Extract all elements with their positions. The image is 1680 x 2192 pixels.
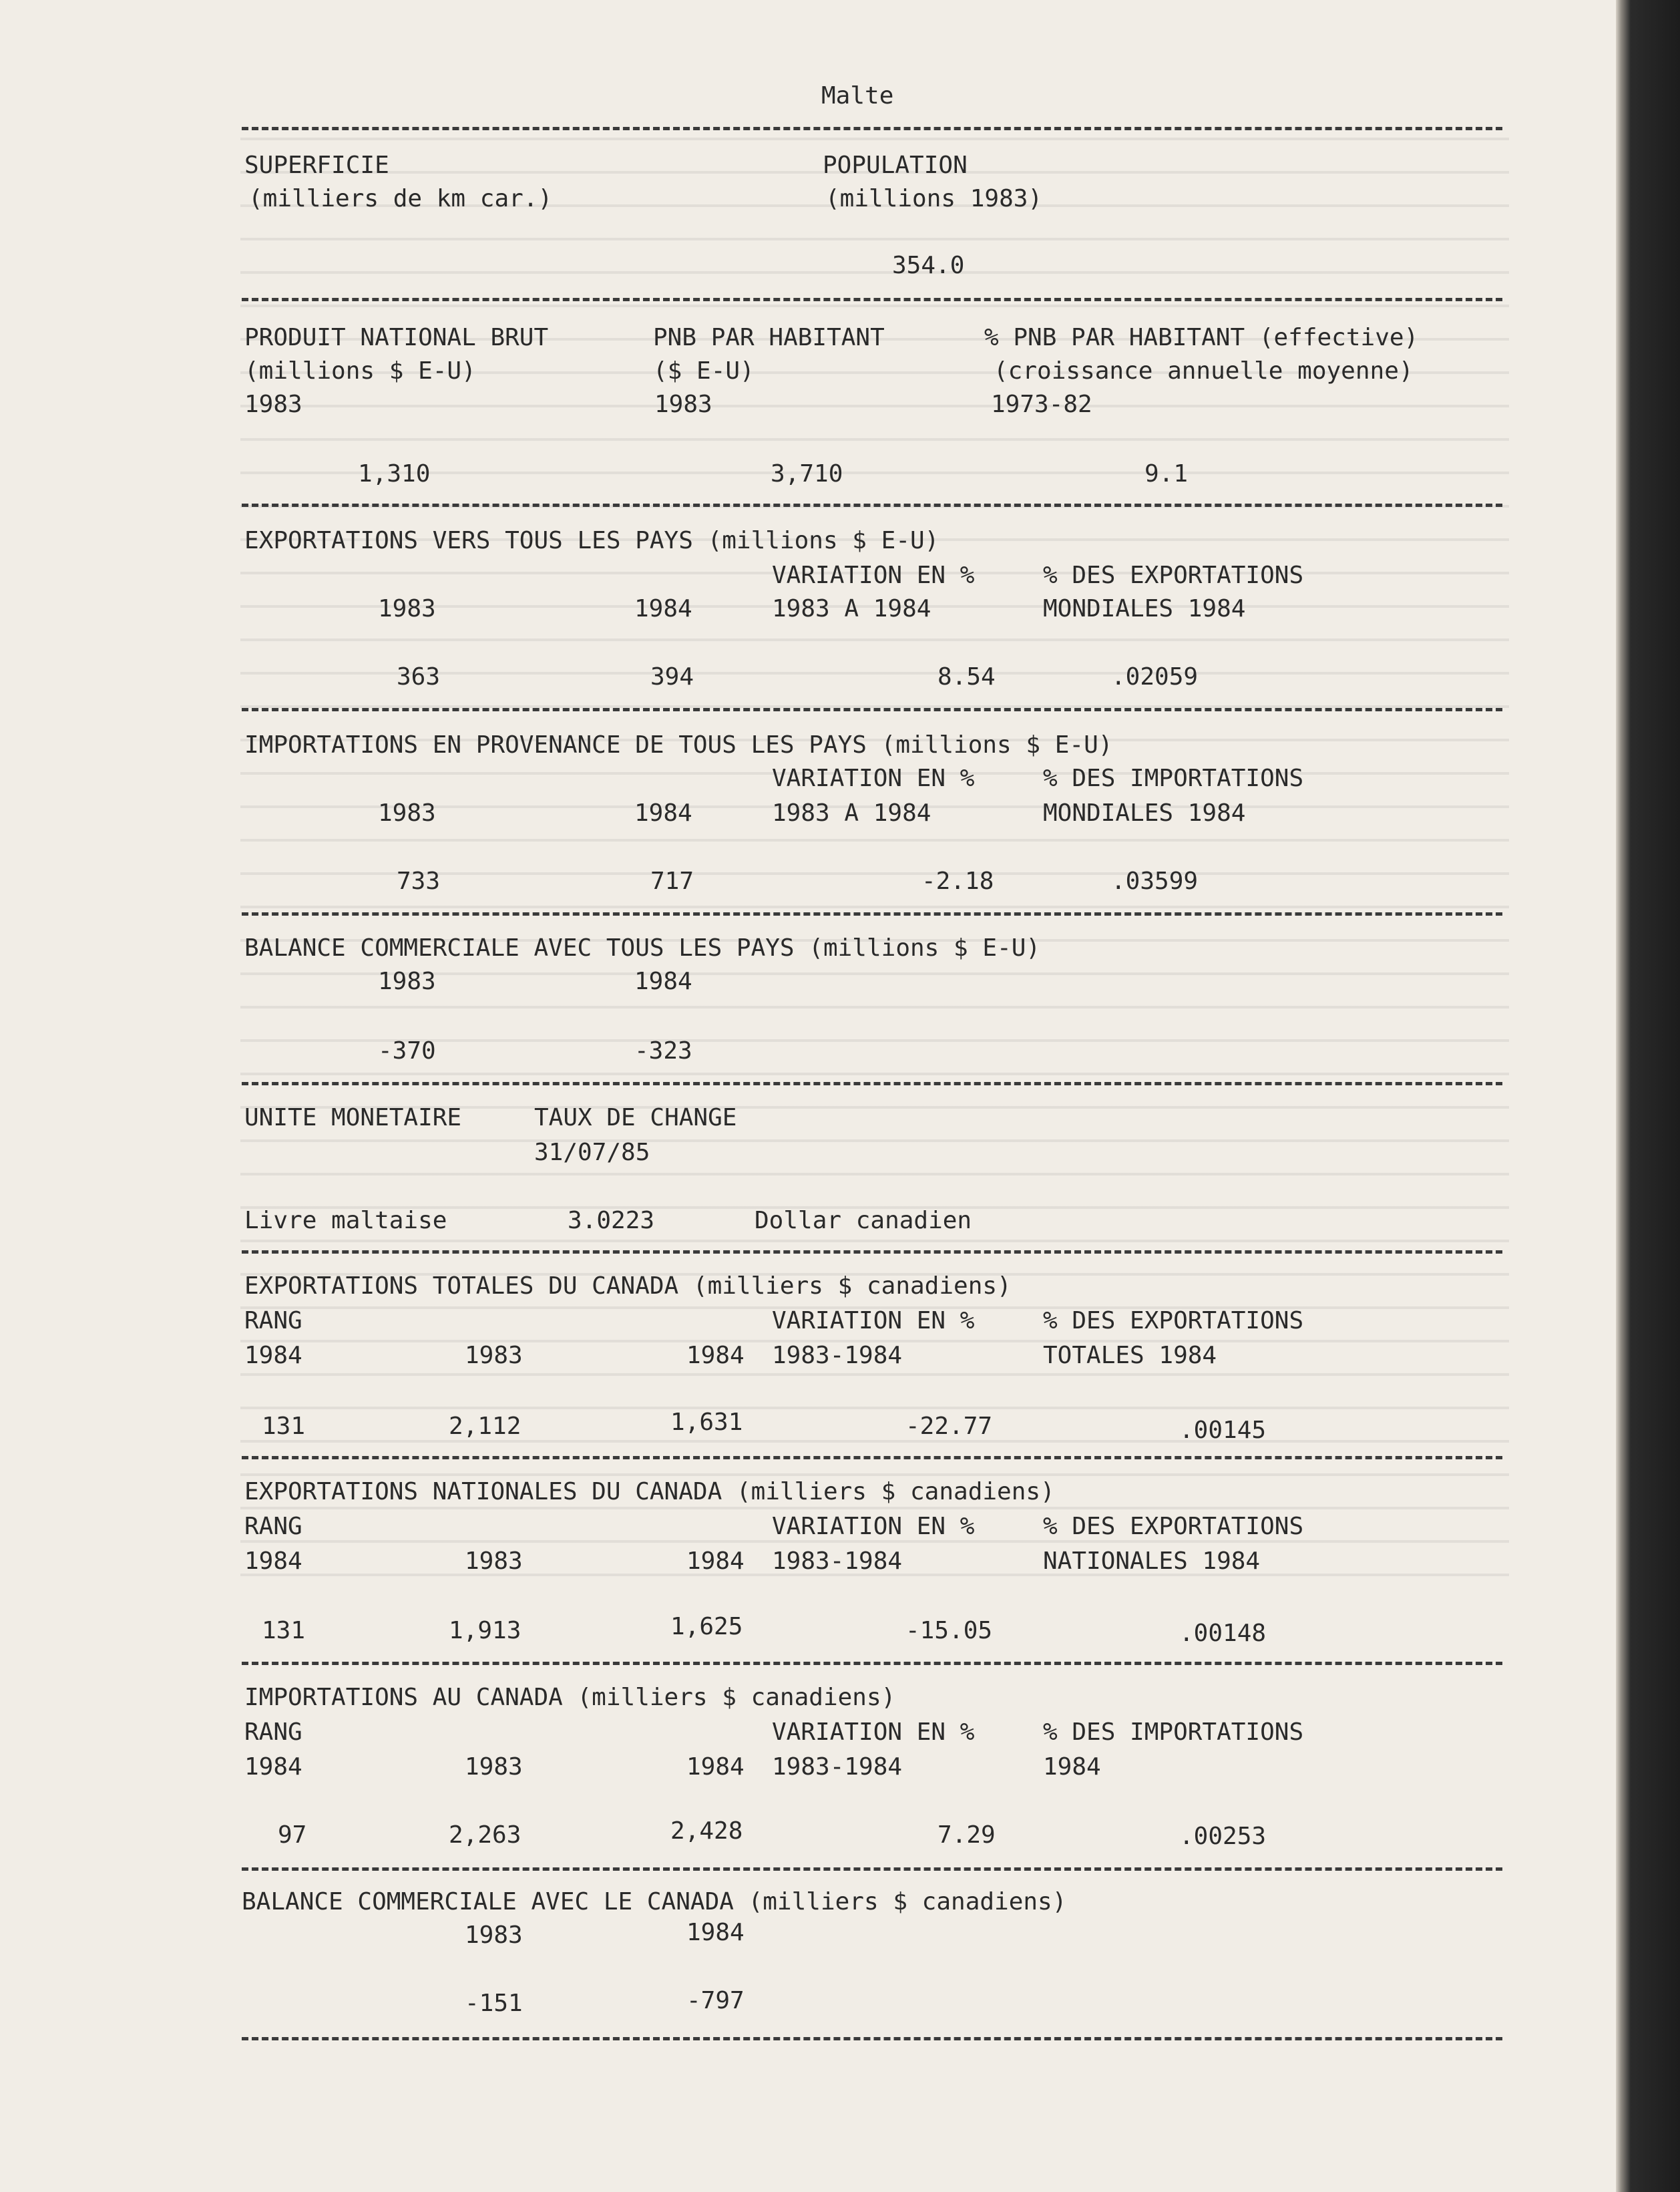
scanned-page-edge	[1616, 0, 1680, 2192]
pnb-value: 1,310	[358, 460, 431, 488]
rule	[242, 1867, 1502, 1871]
exports-world-share: .02059	[1111, 663, 1199, 691]
canada-balance-year-1983: 1983	[465, 1922, 523, 1949]
canada-national-exports-rank: 131	[262, 1617, 306, 1644]
canada-imports-rank-label: RANG	[244, 1718, 302, 1746]
imports-world-share-label: % DES IMPORTATIONS	[1043, 765, 1304, 792]
currency-rate-date: 31/07/85	[534, 1139, 650, 1166]
imports-world-variation-label: VARIATION EN %	[772, 765, 975, 792]
canada-total-exports-rank-label: RANG	[244, 1307, 302, 1334]
population-unit: (millions 1983)	[825, 185, 1043, 212]
canada-national-exports-value-1983: 1,913	[449, 1617, 521, 1644]
population-value: 354.0	[892, 252, 965, 279]
imports-world-value-1983: 733	[397, 868, 441, 895]
exports-world-value-1984: 394	[650, 663, 694, 691]
canada-balance-title: BALANCE COMMERCIALE AVEC LE CANADA (milliers $ canadiens)	[242, 1888, 1067, 1915]
pnb-per-capita-year: 1983	[654, 391, 712, 418]
canada-imports-value-1983: 2,263	[449, 1821, 521, 1849]
canada-total-exports-title: EXPORTATIONS TOTALES DU CANADA (milliers $ canadiens)	[244, 1272, 1012, 1300]
pnb-growth-label: % PNB PAR HABITANT (effective)	[984, 324, 1419, 351]
canada-imports-share-label: % DES IMPORTATIONS	[1043, 1718, 1304, 1746]
canada-imports-share: .00253	[1179, 1823, 1267, 1850]
imports-world-share: .03599	[1111, 868, 1199, 895]
canada-national-exports-year-1983: 1983	[465, 1547, 523, 1575]
currency-rate-label: TAUX DE CHANGE	[534, 1104, 737, 1131]
exports-world-period: 1983 A 1984	[772, 595, 931, 622]
balance-world-value-1984: -323	[634, 1037, 692, 1065]
imports-world-year-1984: 1984	[634, 799, 692, 827]
canada-total-exports-year-1984: 1984	[686, 1342, 745, 1369]
rule	[242, 298, 1502, 301]
pnb-per-capita-label: PNB PAR HABITANT	[653, 324, 885, 351]
canada-imports-variation-label: VARIATION EN %	[772, 1718, 975, 1746]
canada-imports-share-year: 1984	[1043, 1753, 1101, 1781]
canada-balance-value-1984: -797	[686, 1987, 745, 2014]
superficie-label: SUPERFICIE	[244, 152, 389, 179]
rule	[242, 912, 1502, 916]
canada-national-exports-value-1984: 1,625	[670, 1613, 743, 1640]
exports-world-year-1983: 1983	[378, 595, 436, 622]
exports-world-value-1983: 363	[397, 663, 441, 691]
canada-total-exports-share-year: TOTALES 1984	[1043, 1342, 1217, 1369]
currency-unit: Livre maltaise	[244, 1207, 447, 1234]
canada-total-exports-variation: -22.77	[905, 1413, 993, 1440]
canada-total-exports-rank: 131	[262, 1413, 306, 1440]
pnb-per-capita-unit: ($ E-U)	[653, 357, 755, 385]
pnb-unit: (millions $ E-U)	[244, 357, 476, 385]
pnb-year: 1983	[244, 391, 302, 418]
rule	[242, 1662, 1502, 1665]
pnb-growth-value: 9.1	[1144, 460, 1189, 488]
canada-total-exports-period: 1983-1984	[772, 1342, 903, 1369]
currency-reference: Dollar canadien	[755, 1207, 972, 1234]
canada-national-exports-variation-label: VARIATION EN %	[772, 1513, 975, 1540]
pnb-per-capita-value: 3,710	[771, 460, 843, 488]
canada-imports-rank-year: 1984	[244, 1753, 302, 1781]
canada-total-exports-share-label: % DES EXPORTATIONS	[1043, 1307, 1304, 1334]
canada-balance-year-1984: 1984	[686, 1919, 745, 1946]
canada-imports-title: IMPORTATIONS AU CANADA (milliers $ canadiens)	[244, 1684, 896, 1711]
canada-national-exports-rank-label: RANG	[244, 1513, 302, 1540]
canada-national-exports-share-label: % DES EXPORTATIONS	[1043, 1513, 1304, 1540]
exports-world-title: EXPORTATIONS VERS TOUS LES PAYS (millions $ E-U)	[244, 527, 939, 554]
canada-total-exports-year-1983: 1983	[465, 1342, 523, 1369]
rule	[242, 2037, 1502, 2040]
canada-national-exports-year-1984: 1984	[686, 1547, 745, 1575]
pnb-label: PRODUIT NATIONAL BRUT	[244, 324, 549, 351]
canada-national-exports-share: .00148	[1179, 1620, 1267, 1647]
canada-imports-year-1983: 1983	[465, 1753, 523, 1781]
rule	[242, 1082, 1502, 1085]
population-label: POPULATION	[823, 152, 968, 179]
balance-world-year-1984: 1984	[634, 968, 692, 995]
canada-national-exports-period: 1983-1984	[772, 1547, 903, 1575]
imports-world-value-1984: 717	[650, 868, 694, 895]
balance-world-value-1983: -370	[378, 1037, 436, 1065]
rule	[242, 504, 1502, 507]
canada-imports-period: 1983-1984	[772, 1753, 903, 1781]
canada-imports-variation: 7.29	[937, 1821, 996, 1849]
country-title: Malte	[821, 82, 894, 110]
currency-unit-label: UNITE MONETAIRE	[244, 1104, 462, 1131]
rule	[242, 127, 1502, 130]
rule	[242, 1250, 1502, 1254]
rule	[242, 1456, 1502, 1459]
exports-world-year-1984: 1984	[634, 595, 692, 622]
canada-total-exports-value-1983: 2,112	[449, 1413, 521, 1440]
exports-world-share-year: MONDIALES 1984	[1043, 595, 1246, 622]
imports-world-variation: -2.18	[921, 868, 994, 895]
balance-world-title: BALANCE COMMERCIALE AVEC TOUS LES PAYS (millions $ E-U)	[244, 934, 1041, 962]
pnb-growth-desc: (croissance annuelle moyenne)	[994, 357, 1414, 385]
exports-world-variation-label: VARIATION EN %	[772, 562, 975, 589]
pnb-growth-period: 1973-82	[991, 391, 1092, 418]
exports-world-variation: 8.54	[937, 663, 996, 691]
imports-world-title: IMPORTATIONS EN PROVENANCE DE TOUS LES PAYS (millions $ E-U)	[244, 731, 1113, 759]
canada-national-exports-share-year: NATIONALES 1984	[1043, 1547, 1261, 1575]
canada-national-exports-title: EXPORTATIONS NATIONALES DU CANADA (milliers $ canadiens)	[244, 1478, 1055, 1505]
balance-world-year-1983: 1983	[378, 968, 436, 995]
canada-national-exports-variation: -15.05	[905, 1617, 993, 1644]
exports-world-share-label: % DES EXPORTATIONS	[1043, 562, 1304, 589]
canada-total-exports-rank-year: 1984	[244, 1342, 302, 1369]
currency-rate: 3.0223	[568, 1207, 655, 1234]
canada-imports-value-1984: 2,428	[670, 1817, 743, 1845]
canada-total-exports-share: .00145	[1179, 1417, 1267, 1444]
imports-world-period: 1983 A 1984	[772, 799, 931, 827]
rule	[242, 708, 1502, 711]
canada-total-exports-value-1984: 1,631	[670, 1409, 743, 1436]
canada-imports-year-1984: 1984	[686, 1753, 745, 1781]
superficie-unit: (milliers de km car.)	[248, 185, 553, 212]
canada-balance-value-1983: -151	[465, 1990, 523, 2017]
canada-total-exports-variation-label: VARIATION EN %	[772, 1307, 975, 1334]
imports-world-share-year: MONDIALES 1984	[1043, 799, 1246, 827]
canada-national-exports-rank-year: 1984	[244, 1547, 302, 1575]
canada-imports-rank: 97	[278, 1821, 307, 1849]
imports-world-year-1983: 1983	[378, 799, 436, 827]
